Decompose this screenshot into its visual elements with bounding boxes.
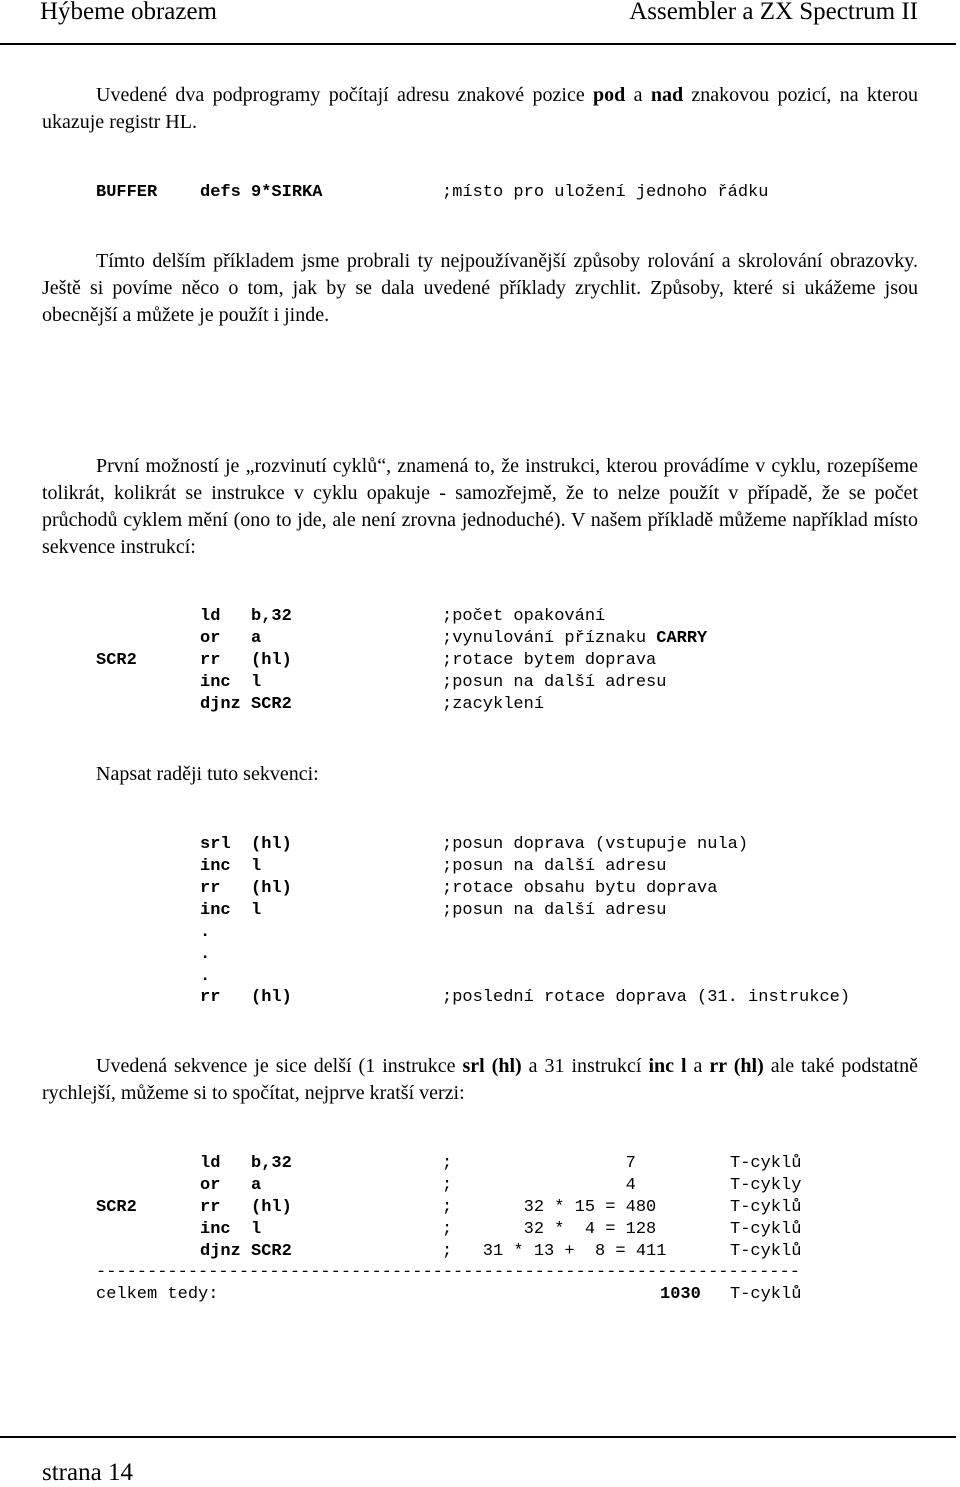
paragraph-2	[42, 248, 918, 329]
bold-text: inc l	[648, 1055, 687, 1077]
code-comment: ;počet opakování	[442, 607, 606, 626]
code-instruction: djnz SCR2	[200, 1242, 292, 1261]
header-title-left: Hýbeme obrazem	[40, 0, 218, 25]
code-instruction: inc l	[200, 673, 262, 692]
code-label: BUFFER	[96, 183, 158, 202]
code-ellipsis: .	[200, 967, 211, 986]
cycle-unit: T-cyklů	[730, 1154, 802, 1173]
code-comment: ;poslední rotace doprava (31. instrukce)	[442, 988, 851, 1007]
text: a 31 instrukcí	[521, 1055, 649, 1077]
cycle-calc: ; 32 * 4 = 128	[442, 1220, 657, 1239]
code-instruction: ld b,32	[200, 607, 292, 626]
text: Napsat raději tuto sekvenci:	[96, 763, 319, 785]
cycle-unit: T-cykly	[730, 1176, 802, 1195]
text: znakovou pozicí, na kterou ukazuje registr HL.	[42, 84, 918, 133]
code-ellipsis: .	[200, 923, 211, 942]
text: Uvedená sekvence je sice delší (1 instrukce	[96, 1055, 463, 1077]
code-comment: ;posun na další adresu	[442, 901, 667, 920]
code-instruction: inc l	[200, 1220, 262, 1239]
cycle-unit: T-cyklů	[730, 1242, 802, 1261]
text: a	[625, 84, 651, 106]
text: ale také podstatně rychlejší, můžeme si to spočítat, nejprve kratší verzi:	[42, 1055, 918, 1104]
code-instruction: rr (hl)	[200, 879, 292, 898]
code-instruction: rr (hl)	[200, 988, 292, 1007]
paragraph-1	[42, 82, 918, 136]
bold-text: pod	[593, 84, 626, 106]
paragraph-5	[42, 1053, 918, 1107]
footer-rule	[0, 1436, 956, 1438]
bold-text: rr (hl)	[709, 1055, 764, 1077]
code-comment: ;posun na další adresu	[442, 673, 667, 692]
code-instruction: ld b,32	[200, 1154, 292, 1173]
code-ellipsis: .	[200, 945, 211, 964]
text: Uvedené dva podprogramy počítají adresu znakové pozice	[96, 84, 594, 106]
header-rule	[0, 43, 956, 45]
text: ;vynulování příznaku	[442, 629, 657, 648]
bold-text: nad	[650, 84, 684, 106]
code-instruction: rr (hl)	[200, 651, 292, 670]
code-comment: ;posun na další adresu	[442, 857, 667, 876]
code-comment: ;zacyklení	[442, 695, 545, 714]
code-instruction: inc l	[200, 901, 262, 920]
code-comment: ;rotace bytem doprava	[442, 651, 657, 670]
cycle-unit: T-cyklů	[730, 1220, 802, 1239]
code-instruction: rr (hl)	[200, 1198, 292, 1217]
cycle-calc: ; 4	[442, 1176, 636, 1195]
text: a	[686, 1055, 710, 1077]
code-instruction: inc l	[200, 857, 262, 876]
paragraph-4	[42, 761, 918, 788]
code-comment: ;místo pro uložení jednoho řádku	[442, 183, 769, 202]
bold-text: CARRY	[656, 629, 708, 648]
total-value: 1030	[660, 1285, 701, 1304]
total-unit: T-cyklů	[730, 1285, 802, 1304]
page-number: strana 14	[42, 1459, 133, 1486]
code-comment: ;posun doprava (vstupuje nula)	[442, 835, 749, 854]
code-comment: ;rotace obsahu bytu doprava	[442, 879, 718, 898]
total-label: celkem tedy:	[96, 1285, 219, 1304]
code-instruction: or a	[200, 629, 262, 648]
header-title-right: Assembler a ZX Spectrum II	[629, 0, 918, 25]
code-label: SCR2	[96, 651, 137, 670]
text: První možností je „rozvinutí cyklů“, znamená to, že instrukci, kterou provádíme v cyklu, rozepíšeme tolikrát, kolikrát se instrukce v cyklu opakuje - samozřejmě, že to nelze použít v případě, že se počet průchodů cyklem mění (ono to jde, ale není zrovna jednoduché). V našem příkladě můžeme například místo sekvence instrukcí:	[42, 455, 918, 558]
cycle-calc: ; 31 * 13 + 8 = 411	[442, 1242, 667, 1261]
bold-text: srl (hl)	[462, 1055, 522, 1077]
separator-line: ---------------------------------------------------------------------	[96, 1263, 800, 1282]
paragraph-3	[42, 453, 918, 561]
code-instruction: or a	[200, 1176, 262, 1195]
code-instruction: djnz SCR2	[200, 695, 292, 714]
cycle-calc: ; 32 * 15 = 480	[442, 1198, 657, 1217]
cycle-unit: T-cyklů	[730, 1198, 802, 1217]
code-instruction: srl (hl)	[200, 835, 292, 854]
code-instruction: defs 9*SIRKA	[200, 183, 323, 202]
code-comment	[442, 628, 707, 650]
text: Tímto delším příkladem jsme probrali ty nejpoužívanější způsoby rolování a skrolování obrazovky. Ještě si povíme něco o tom, jak by se dala uvedené příklady zrychlit. Způsoby, které si ukážeme jsou obecnější a můžete je použít i jinde.	[42, 250, 918, 326]
code-label: SCR2	[96, 1198, 137, 1217]
cycle-calc: ; 7	[442, 1154, 636, 1173]
